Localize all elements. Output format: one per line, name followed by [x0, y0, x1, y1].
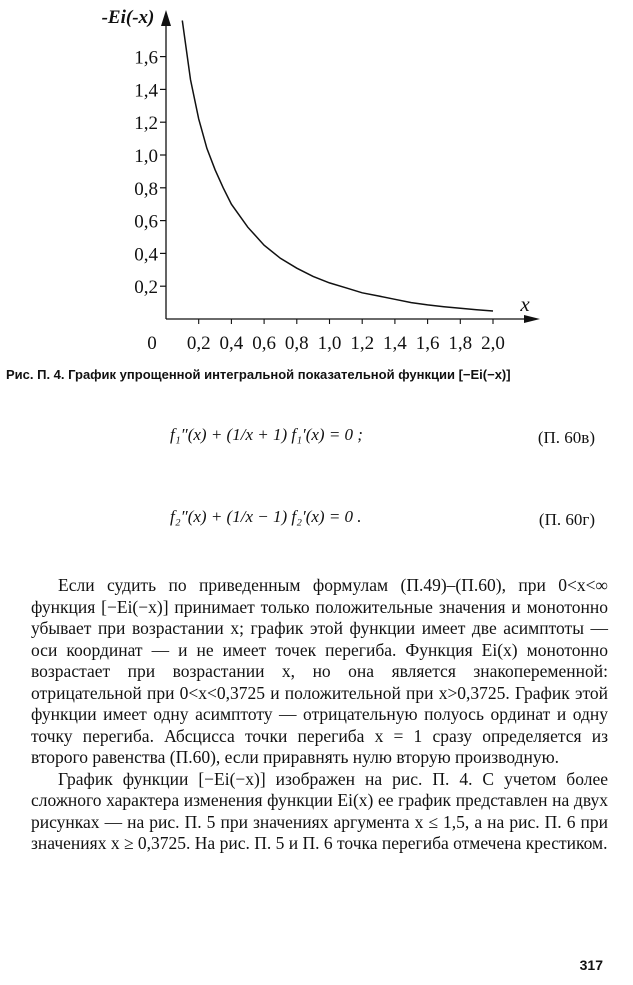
y-tick-label: 0,8	[134, 178, 158, 200]
x-tick-label: 0,2	[186, 333, 211, 354]
y-tick-label: 1,0	[134, 146, 158, 167]
y-tick-label: 0,4	[134, 244, 158, 266]
body-text	[31, 575, 608, 855]
series-line	[182, 21, 493, 312]
formula-60v: f₁″(x) + (1/x + 1) f₁′(x) = 0 ;	[170, 425, 363, 444]
y-tick-label: 0,2	[134, 277, 158, 299]
formula-60v-number: (П. 60в)	[537, 428, 595, 447]
y-tick-label: 0,6	[134, 211, 158, 233]
x-tick-label: 1,4	[383, 333, 407, 354]
y-tick-label: 1,4	[134, 80, 158, 102]
figure-caption: Рис. П. 4. График упрощенной интегральной показательной функции [−Ei(−x)]	[6, 367, 511, 382]
x-tick-label: 0,6	[252, 333, 276, 354]
x-axis-label: x	[520, 292, 530, 316]
y-tick-label: 1,2	[134, 113, 158, 135]
x-tick-label: 0,8	[284, 333, 309, 354]
y-axis-arrow	[161, 10, 171, 26]
x-tick-label: 2,0	[481, 333, 505, 354]
x-tick-label: 1,8	[448, 333, 473, 354]
paragraph-2: График функции [−Ei(−x)] изображен на рис. П. 4. С учетом более сложного характера изменения функции Ei(x) ее график представлен на двух рисунках — на рис. П. 5 при значениях аргумента x ≤ 1,5, а на рис. П. 6 при значениях x ≥ 0,3725. На рис. П. 5 и П. 6 точка перегиба отмечена крестиком.	[31, 768, 608, 853]
formula-60g: f₂″(x) + (1/x − 1) f₂′(x) = 0 .	[170, 507, 362, 526]
integral-function-chart	[0, 0, 633, 360]
x-tick-label: 1,0	[317, 333, 342, 354]
formula-60g-number: (П. 60г)	[538, 510, 595, 529]
x-tick-label: 0,4	[219, 333, 244, 354]
x-tick-label: 1,6	[415, 333, 440, 354]
page-number: 317	[579, 957, 603, 973]
x-axis-arrow	[524, 315, 540, 323]
y-tick-label: 1,6	[134, 47, 158, 69]
origin-label: 0	[147, 333, 157, 354]
x-tick-label: 1,2	[350, 333, 375, 354]
y-axis-label: -Ei(-x)	[101, 7, 155, 28]
paragraph-1: Если судить по приведенным формулам (П.49)–(П.60), при 0<x<∞ функция [−Ei(−x)] принимает только положительные значения и монотонно убывает при возрастании x; график этой функции имеет две асимптоты — оси координат — и не имеет точек перегиба. Функция Ei(x) монотонно возрастает при возрастании x, но она является знакопеременной: отрицательной при 0<x<0,3725 и положительной при x>0,3725. График этой функции имеет одну асимптоту — отрицательную полуось ординат и одну точку перегиба. Абсцисса точки перегиба x = 1 сразу определяется из второго равенства (П.60), если приравнять нулю вторую производную.	[31, 575, 608, 767]
